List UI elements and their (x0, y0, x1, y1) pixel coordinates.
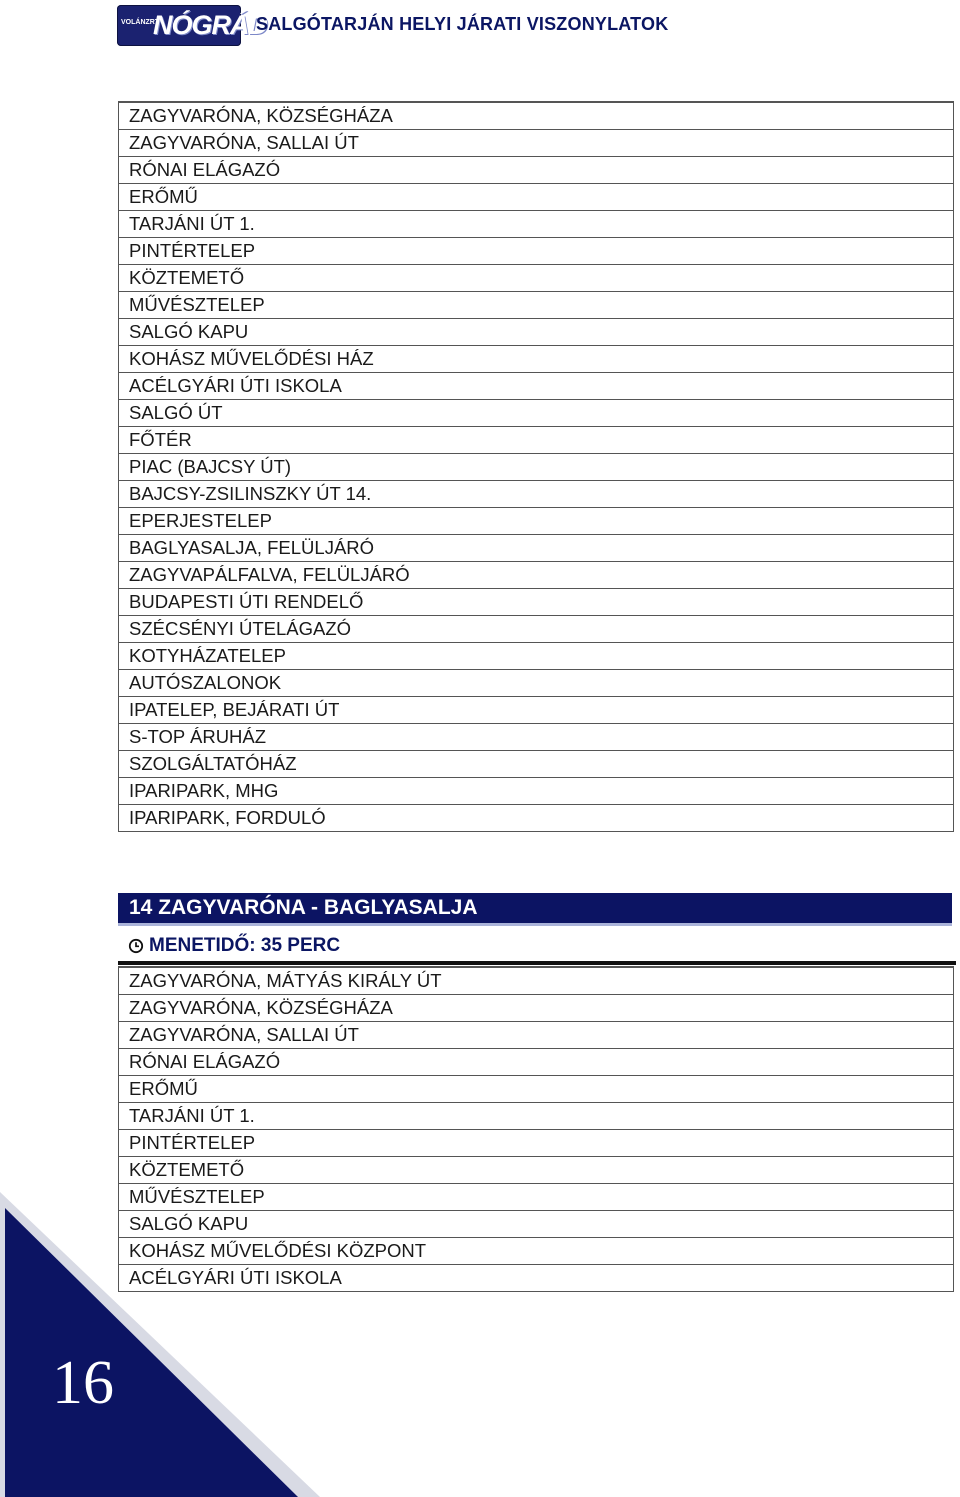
logo-big-text: NÓGRÁD (153, 10, 267, 40)
stop-row: ZAGYVARÓNA, SALLAI ÚT (119, 130, 953, 157)
stop-row: BUDAPESTI ÚTI RENDELŐ (119, 589, 953, 616)
stop-row: SALGÓ ÚT (119, 400, 953, 427)
runtime-text: MENETIDŐ: 35 PERC (149, 935, 341, 956)
stop-row: ZAGYVARÓNA, KÖZSÉGHÁZA (119, 103, 953, 130)
corner-decoration (0, 1180, 320, 1497)
stop-row: ERŐMŰ (119, 1076, 953, 1103)
stop-list-previous-route (118, 101, 954, 832)
stop-row: ZAGYVAPÁLFALVA, FELÜLJÁRÓ (119, 562, 953, 589)
stop-row: ACÉLGYÁRI ÚTI ISKOLA (119, 373, 953, 400)
stop-row: MŰVÉSZTELEP (119, 292, 953, 319)
stop-row: SZOLGÁLTATÓHÁZ (119, 751, 953, 778)
stop-row: FŐTÉR (119, 427, 953, 454)
route-title: 14 ZAGYVARÓNA - BAGLYASALJA (129, 896, 478, 919)
stop-row: AUTÓSZALONOK (119, 670, 953, 697)
stop-row: PINTÉRTELEP (119, 238, 953, 265)
header-title: SALGÓTARJÁN HELYI JÁRATI VISZONYLATOK (256, 14, 669, 34)
stop-row: RÓNAI ELÁGAZÓ (119, 1049, 953, 1076)
stop-row: KÖZTEMETŐ (119, 1157, 953, 1184)
stop-row: IPARIPARK, FORDULÓ (129, 807, 326, 828)
stop-row: ACÉLGYÁRI ÚTI ISKOLA (129, 1267, 342, 1288)
route-title-bar (118, 893, 952, 926)
stop-row: KOHÁSZ MŰVELŐDÉSI HÁZ (119, 346, 953, 373)
stop-row: TARJÁNI ÚT 1. (119, 211, 953, 238)
stop-row: IPARIPARK, MHG (119, 778, 953, 805)
stop-row: EPERJESTELEP (119, 508, 953, 535)
stop-row: TARJÁNI ÚT 1. (119, 1103, 953, 1130)
stop-row: BAJCSY-ZSILINSZKY ÚT 14. (119, 481, 953, 508)
stop-row: ZAGYVARÓNA, MÁTYÁS KIRÁLY ÚT (119, 968, 953, 995)
stop-row: SZÉCSÉNYI ÚTELÁGAZÓ (119, 616, 953, 643)
stop-row: KÖZTEMETŐ (119, 265, 953, 292)
stop-row: ERŐMŰ (119, 184, 953, 211)
stop-row: ZAGYVARÓNA, SALLAI ÚT (119, 1022, 953, 1049)
stop-row: PINTÉRTELEP (119, 1130, 953, 1157)
stop-row: BAGLYASALJA, FELÜLJÁRÓ (119, 535, 953, 562)
clock-icon (128, 938, 144, 954)
volan-nograd-logo (117, 5, 267, 46)
logo-small-text: VOLÁNZRT (121, 19, 160, 26)
runtime-divider (118, 961, 956, 965)
stop-row: SALGÓ KAPU (119, 1211, 953, 1238)
stop-row: SALGÓ KAPU (119, 319, 953, 346)
stop-row: PIAC (BAJCSY ÚT) (119, 454, 953, 481)
stop-row: IPATELEP, BEJÁRATI ÚT (119, 697, 953, 724)
stop-row: RÓNAI ELÁGAZÓ (119, 157, 953, 184)
page-header (0, 0, 960, 60)
stop-row: ZAGYVARÓNA, KÖZSÉGHÁZA (119, 995, 953, 1022)
stop-row: KOTYHÁZATELEP (119, 643, 953, 670)
stop-row: S-TOP ÁRUHÁZ (119, 724, 953, 751)
stop-row: KOHÁSZ MŰVELŐDÉSI KÖZPONT (119, 1238, 953, 1265)
page-number: 16 (52, 1349, 114, 1417)
stop-row: MŰVÉSZTELEP (119, 1184, 953, 1211)
